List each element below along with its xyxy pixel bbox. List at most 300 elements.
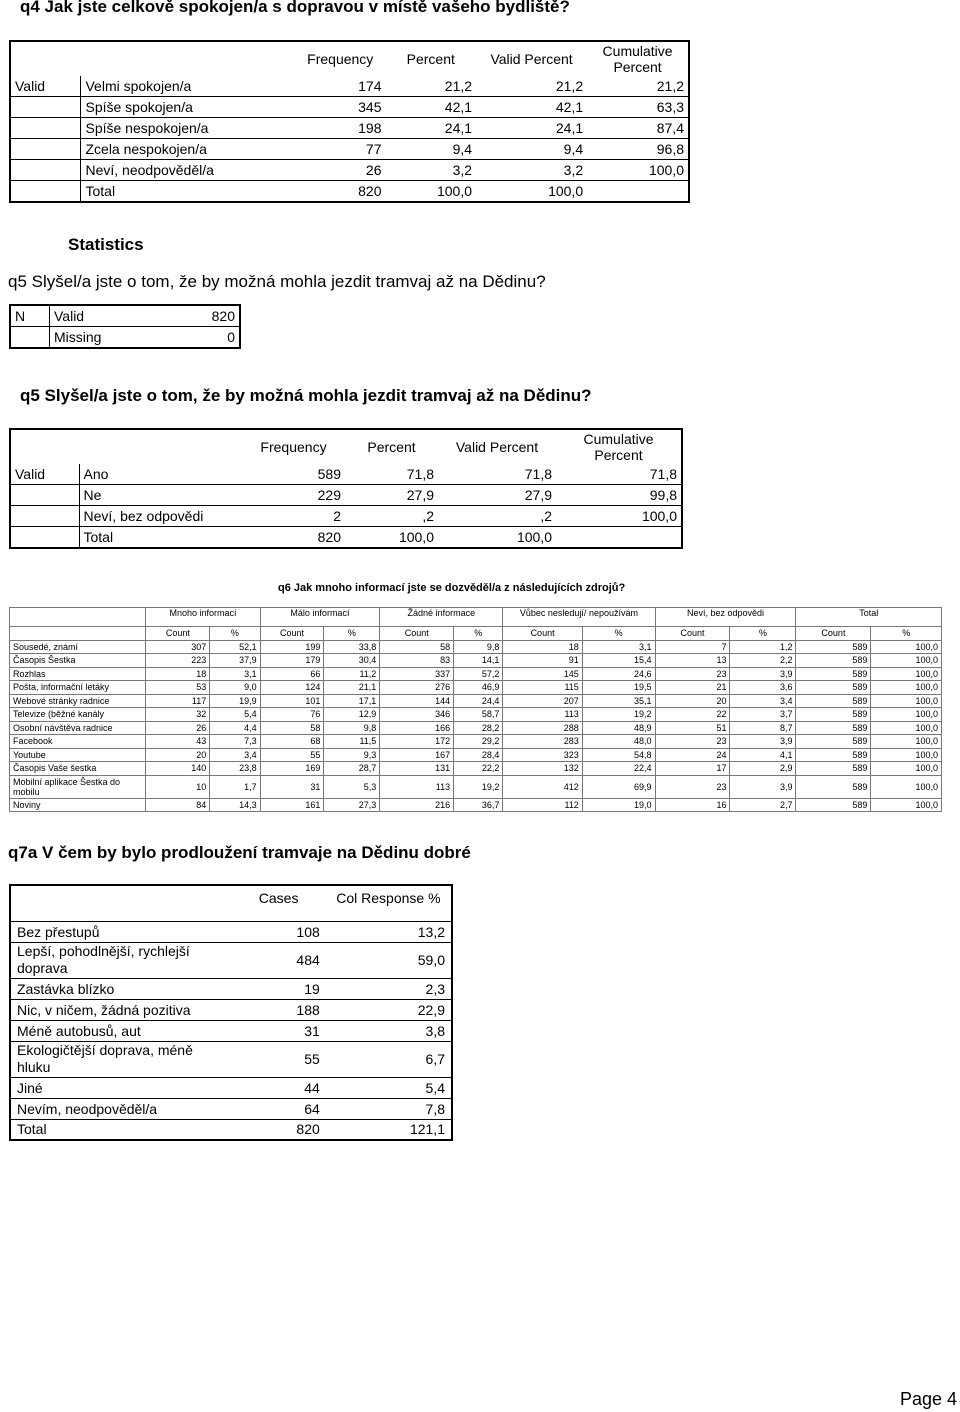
cell: 10	[146, 775, 210, 798]
cases-cell: 19	[231, 978, 325, 999]
percent-cell: 3,8	[326, 1020, 452, 1041]
subheader-cell: %	[454, 627, 503, 641]
table-row	[10, 921, 452, 942]
cell: 4,4	[210, 721, 260, 735]
cell: 32	[146, 708, 210, 722]
col-cumulative-percent: Cumulative Percent	[583, 431, 654, 463]
percent-cell: 22,9	[326, 999, 452, 1020]
row-label: Lepší, pohodlnější, rychlejší doprava	[10, 942, 231, 978]
subheader-cell: Count	[380, 627, 454, 641]
cell: 66	[260, 667, 324, 681]
percent-cell: 121,1	[326, 1119, 452, 1140]
table-row	[10, 1041, 452, 1077]
cell: 29,2	[454, 735, 503, 749]
q5-table	[9, 428, 683, 549]
row-label: Méně autobusů, aut	[10, 1020, 231, 1041]
table-row	[10, 978, 452, 999]
cell: 76	[260, 708, 324, 722]
cell: 23	[655, 775, 730, 798]
row-label: Youtube	[10, 748, 146, 762]
cell: 15,4	[582, 654, 655, 668]
cell: 22	[655, 708, 730, 722]
header-row	[10, 608, 942, 627]
cell: 24,4	[454, 694, 503, 708]
subheader-cell: Count	[260, 627, 324, 641]
cell: 1,2	[730, 640, 796, 654]
cell: 179	[260, 654, 324, 668]
cell: 589	[796, 681, 871, 695]
cell: 9,0	[210, 681, 260, 695]
cell: 3,9	[730, 735, 796, 749]
cell: 3,2	[452, 162, 473, 178]
cell: 8,7	[730, 721, 796, 735]
percent-cell: 59,0	[326, 942, 452, 978]
cell: 19,5	[582, 681, 655, 695]
cell: 131	[380, 762, 454, 776]
cell: 276	[380, 681, 454, 695]
cell: 87,4	[656, 120, 684, 136]
cell: 19,2	[454, 775, 503, 798]
cell: 198	[358, 120, 382, 136]
subheader-cell: Count	[146, 627, 210, 641]
table-row	[10, 667, 942, 681]
cell: 100,0	[398, 529, 434, 545]
subheader-cell: %	[324, 627, 380, 641]
percent-cell: 13,2	[326, 921, 452, 942]
cell: 589	[796, 708, 871, 722]
cell	[556, 527, 682, 549]
cell: 3,4	[730, 694, 796, 708]
table-row	[10, 762, 942, 776]
cell: 100,0	[871, 775, 942, 798]
cell: 132	[503, 762, 582, 776]
row-label: Spíše spokojen/a	[81, 97, 295, 118]
cell: 11,5	[324, 735, 380, 749]
cell: 112	[503, 798, 582, 812]
cell: 100,0	[648, 162, 684, 178]
cell: 166	[380, 721, 454, 735]
cell: 307	[146, 640, 210, 654]
cell: 229	[317, 487, 341, 503]
cell: 28,7	[324, 762, 380, 776]
cases-cell: 44	[231, 1077, 325, 1098]
statistics-heading: Statistics	[68, 235, 144, 254]
cell: 19,9	[210, 694, 260, 708]
cell: 16	[655, 798, 730, 812]
cell: 48,9	[582, 721, 655, 735]
table-row	[10, 721, 942, 735]
cell: 21	[655, 681, 730, 695]
col-frequency: Frequency	[260, 439, 327, 455]
table-row	[10, 1077, 452, 1098]
cell: 20	[655, 694, 730, 708]
col-frequency: Frequency	[307, 51, 374, 67]
cell: 145	[503, 667, 582, 681]
cell: 21,1	[324, 681, 380, 695]
cell: 124	[260, 681, 324, 695]
cell: 2,7	[730, 798, 796, 812]
table-row	[10, 694, 942, 708]
table-row	[10, 681, 942, 695]
page-number: Page 4	[900, 1389, 958, 1409]
cell: 115	[503, 681, 582, 695]
table-row	[10, 640, 942, 654]
header-row	[10, 885, 452, 921]
cell: 2	[333, 508, 341, 524]
cell: 35,1	[582, 694, 655, 708]
row-label: Nevím, neodpověděl/a	[10, 1098, 231, 1119]
cell: 37,9	[210, 654, 260, 668]
cell: 23	[655, 667, 730, 681]
table-row	[10, 748, 942, 762]
table-row	[10, 1119, 452, 1140]
subheader-cell: Count	[503, 627, 582, 641]
cell: 30,4	[324, 654, 380, 668]
cell: 100,0	[871, 735, 942, 749]
cell: 71,8	[524, 466, 552, 482]
cell: 3,1	[210, 667, 260, 681]
cell: 17	[655, 762, 730, 776]
cell: ,2	[422, 508, 434, 524]
cell: 100,0	[548, 183, 584, 199]
table-row	[10, 999, 452, 1020]
col-valid-percent: Valid Percent	[490, 51, 573, 67]
cell: 27,3	[324, 798, 380, 812]
statistics-subtitle: q5 Slyšel/a jste o tom, že by možná mohla jezdit tramvaj až na Dědinu?	[8, 272, 546, 291]
cell: 3,9	[730, 667, 796, 681]
cell: 174	[358, 78, 382, 94]
cell: 100,0	[641, 508, 677, 524]
cell: 100,0	[871, 694, 942, 708]
cell: 144	[380, 694, 454, 708]
cell: 4,1	[730, 748, 796, 762]
cell: 100,0	[871, 681, 942, 695]
cell: 51	[655, 721, 730, 735]
cell: 24,6	[582, 667, 655, 681]
cell: 589	[796, 748, 871, 762]
cell: 223	[146, 654, 210, 668]
percent-cell: 2,3	[326, 978, 452, 999]
cell: 2,2	[730, 654, 796, 668]
cell: 23,8	[210, 762, 260, 776]
cell: 14,3	[210, 798, 260, 812]
cell: 589	[796, 735, 871, 749]
valid-value: 820	[211, 308, 235, 324]
cell: 54,8	[582, 748, 655, 762]
group-header: Málo informací	[260, 608, 380, 627]
row-label: Mobilní aplikace Šestka do mobilu	[10, 775, 146, 798]
cell: 589	[796, 775, 871, 798]
cell: 216	[380, 798, 454, 812]
cell: 9,4	[452, 141, 473, 157]
cell: 3,9	[730, 775, 796, 798]
row-label: Televize (běžné kanály	[10, 708, 146, 722]
cell: 100,0	[871, 708, 942, 722]
cell: 19,0	[582, 798, 655, 812]
corner-cell	[10, 608, 146, 627]
cell: 589	[796, 667, 871, 681]
cell: 323	[503, 748, 582, 762]
cell: 42,1	[555, 99, 584, 115]
row-label: Rozhlas	[10, 667, 146, 681]
cell: 22,4	[582, 762, 655, 776]
cases-cell: 108	[231, 921, 325, 942]
table-row	[10, 798, 942, 812]
q7a-title: q7a V čem by bylo prodloužení tramvaje na Dědinu dobré	[8, 843, 471, 862]
cell: 5,4	[210, 708, 260, 722]
cell: 28,4	[454, 748, 503, 762]
cell: 11,2	[324, 667, 380, 681]
percent-cell: 6,7	[326, 1041, 452, 1077]
cell: 69,9	[582, 775, 655, 798]
cell: 21,2	[656, 78, 684, 94]
col-cumulative-percent: Cumulative Percent	[602, 43, 673, 75]
cell: 63,3	[656, 99, 684, 115]
row-label: Spíše nespokojen/a	[81, 118, 295, 139]
cases-cell: 484	[231, 942, 325, 978]
corner-cell	[10, 885, 231, 921]
col-response-percent: Col Response %	[326, 885, 452, 921]
cases-cell: 31	[231, 1020, 325, 1041]
missing-label: Missing	[50, 327, 169, 349]
cell: 21,2	[555, 78, 584, 94]
cell: 9,4	[563, 141, 584, 157]
cell: 14,1	[454, 654, 503, 668]
cell: 820	[358, 183, 382, 199]
cell: 288	[503, 721, 582, 735]
n-label: N	[15, 308, 26, 324]
cell: 589	[796, 762, 871, 776]
subheader-cell: Count	[655, 627, 730, 641]
cell: 113	[380, 775, 454, 798]
cell: 113	[503, 708, 582, 722]
cell: 22,2	[454, 762, 503, 776]
cell: 42,1	[444, 99, 473, 115]
cell: 100,0	[871, 640, 942, 654]
cell: 589	[796, 798, 871, 812]
cases-cell: 64	[231, 1098, 325, 1119]
cell: 24,1	[555, 120, 584, 136]
cell: 589	[796, 640, 871, 654]
cell: 71,8	[406, 466, 434, 482]
row-label: Total	[81, 181, 295, 203]
cell: 55	[260, 748, 324, 762]
col-percent: Percent	[367, 439, 416, 455]
table-row	[10, 735, 942, 749]
cell: 346	[380, 708, 454, 722]
cell: 12,9	[324, 708, 380, 722]
q6-title: q6 Jak mnoho informací jste se dozvěděl/a z následujících zdrojů?	[278, 582, 626, 594]
cell: 26	[365, 162, 382, 178]
cell: 46,9	[454, 681, 503, 695]
subheader-cell: %	[871, 627, 942, 641]
cell: 589	[796, 654, 871, 668]
row-label: Zcela nespokojen/a	[81, 139, 295, 160]
cell: 1,7	[210, 775, 260, 798]
row-label: Jiné	[10, 1077, 231, 1098]
cell: 172	[380, 735, 454, 749]
group-header: Žádné informace	[380, 608, 503, 627]
cell: 53	[146, 681, 210, 695]
table-row	[10, 942, 452, 978]
cell: 58	[380, 640, 454, 654]
cell: 283	[503, 735, 582, 749]
cell: 100,0	[436, 183, 473, 199]
cell: 100,0	[871, 748, 942, 762]
cell: 345	[358, 99, 382, 115]
missing-value: 0	[227, 329, 235, 345]
row-label: Osobní návštěva radnice	[10, 721, 146, 735]
group-header: Neví, bez odpovědi	[655, 608, 796, 627]
row-label: Ne	[79, 485, 242, 506]
cell: 207	[503, 694, 582, 708]
cell: 83	[380, 654, 454, 668]
cell: 99,8	[649, 487, 677, 503]
cell: 77	[365, 141, 382, 157]
cell: 52,1	[210, 640, 260, 654]
cell: 199	[260, 640, 324, 654]
cell: 58	[260, 721, 324, 735]
q5-title: q5 Slyšel/a jste o tom, že by možná mohla jezdit tramvaj až na Dědinu?	[20, 386, 592, 405]
cell: 18	[503, 640, 582, 654]
cell: 71,8	[649, 466, 677, 482]
cell: 91	[503, 654, 582, 668]
table-row	[10, 1098, 452, 1119]
subheader-cell: Count	[796, 627, 871, 641]
cell: 169	[260, 762, 324, 776]
cell: 13	[655, 654, 730, 668]
cell: 20	[146, 748, 210, 762]
cell: 24	[655, 748, 730, 762]
cell	[587, 181, 689, 203]
row-label: Časopis Vaše šestka	[10, 762, 146, 776]
cell: 9,8	[324, 721, 380, 735]
group-header: Total	[796, 608, 942, 627]
statistics-table	[9, 304, 241, 349]
col-cases: Cases	[231, 885, 325, 921]
cell: 140	[146, 762, 210, 776]
cell: 58,7	[454, 708, 503, 722]
row-label: Facebook	[10, 735, 146, 749]
cell: 3,4	[210, 748, 260, 762]
cell: 18	[146, 667, 210, 681]
cell: 26	[146, 721, 210, 735]
cell: 100,0	[516, 529, 552, 545]
cell: 3,6	[730, 681, 796, 695]
subheader-cell: %	[210, 627, 260, 641]
row-label: Bez přestupů	[10, 921, 231, 942]
cell: 68	[260, 735, 324, 749]
cases-cell: 55	[231, 1041, 325, 1077]
cases-cell: 820	[231, 1119, 325, 1140]
percent-cell: 5,4	[326, 1077, 452, 1098]
row-label: Sousedé, známí	[10, 640, 146, 654]
cell: 84	[146, 798, 210, 812]
cell: 100,0	[871, 721, 942, 735]
col-valid-percent: Valid Percent	[455, 439, 539, 455]
cell: 27,9	[406, 487, 434, 503]
row-label: Total	[79, 527, 242, 549]
cell: 23	[655, 735, 730, 749]
cell: 589	[317, 466, 341, 482]
cell: 3,7	[730, 708, 796, 722]
cell: 101	[260, 694, 324, 708]
group-header: Mnoho informací	[146, 608, 260, 627]
cell: 167	[380, 748, 454, 762]
cell: 96,8	[656, 141, 684, 157]
cell: 100,0	[871, 798, 942, 812]
row-label: Neví, neodpověděl/a	[81, 160, 295, 181]
row-label: Zastávka blízko	[10, 978, 231, 999]
corner-cell	[10, 627, 146, 641]
q6-table	[9, 607, 942, 812]
cell: 100,0	[871, 667, 942, 681]
q7a-table	[9, 884, 453, 1141]
cell: 3,2	[563, 162, 584, 178]
row-label: Total	[10, 1119, 231, 1140]
cell: ,2	[540, 508, 552, 524]
group-header: Vůbec nesledují/ nepoužívám	[503, 608, 655, 627]
subheader-cell: %	[730, 627, 796, 641]
row-label: Časopis Šestka	[10, 654, 146, 668]
cell: 48,0	[582, 735, 655, 749]
row-label: Velmi spokojen/a	[81, 76, 295, 97]
cell: 9,3	[324, 748, 380, 762]
cell: 100,0	[871, 654, 942, 668]
cell: 2,9	[730, 762, 796, 776]
col-percent: Percent	[406, 51, 455, 67]
cell: 820	[317, 529, 341, 545]
cell: 9,8	[454, 640, 503, 654]
cell: 28,2	[454, 721, 503, 735]
cell: 19,2	[582, 708, 655, 722]
cases-cell: 188	[231, 999, 325, 1020]
cell: 17,1	[324, 694, 380, 708]
table-row	[10, 708, 942, 722]
cell: 31	[260, 775, 324, 798]
cell: 161	[260, 798, 324, 812]
table-row	[10, 1020, 452, 1041]
cell: 21,2	[444, 78, 473, 94]
percent-cell: 7,8	[326, 1098, 452, 1119]
table-row	[10, 654, 942, 668]
cell: 7	[655, 640, 730, 654]
cell: 337	[380, 667, 454, 681]
cell: 100,0	[871, 762, 942, 776]
cell: 7,3	[210, 735, 260, 749]
row-label: Neví, bez odpovědi	[79, 506, 242, 527]
cell: 589	[796, 721, 871, 735]
row-label: Nic, v ničem, žádná pozitiva	[10, 999, 231, 1020]
cell: 117	[146, 694, 210, 708]
row-label: Noviny	[10, 798, 146, 812]
cell: 24,1	[444, 120, 473, 136]
cell: 33,8	[324, 640, 380, 654]
group-label: Valid	[15, 78, 46, 94]
cell: 43	[146, 735, 210, 749]
cell: 36,7	[454, 798, 503, 812]
row-label: Pošta, informační letáky	[10, 681, 146, 695]
table-row	[10, 775, 942, 798]
cell: 3,1	[582, 640, 655, 654]
group-label: Valid	[15, 466, 46, 482]
subheader-row	[10, 627, 942, 641]
cell: 5,3	[324, 775, 380, 798]
cell: 589	[796, 694, 871, 708]
q4-title: q4 Jak jste celkově spokojen/a s dopravou v místě vašeho bydliště?	[20, 0, 570, 16]
row-label: Webové stránky radnice	[10, 694, 146, 708]
row-label: Ekologičtější doprava, méně hluku	[10, 1041, 231, 1077]
